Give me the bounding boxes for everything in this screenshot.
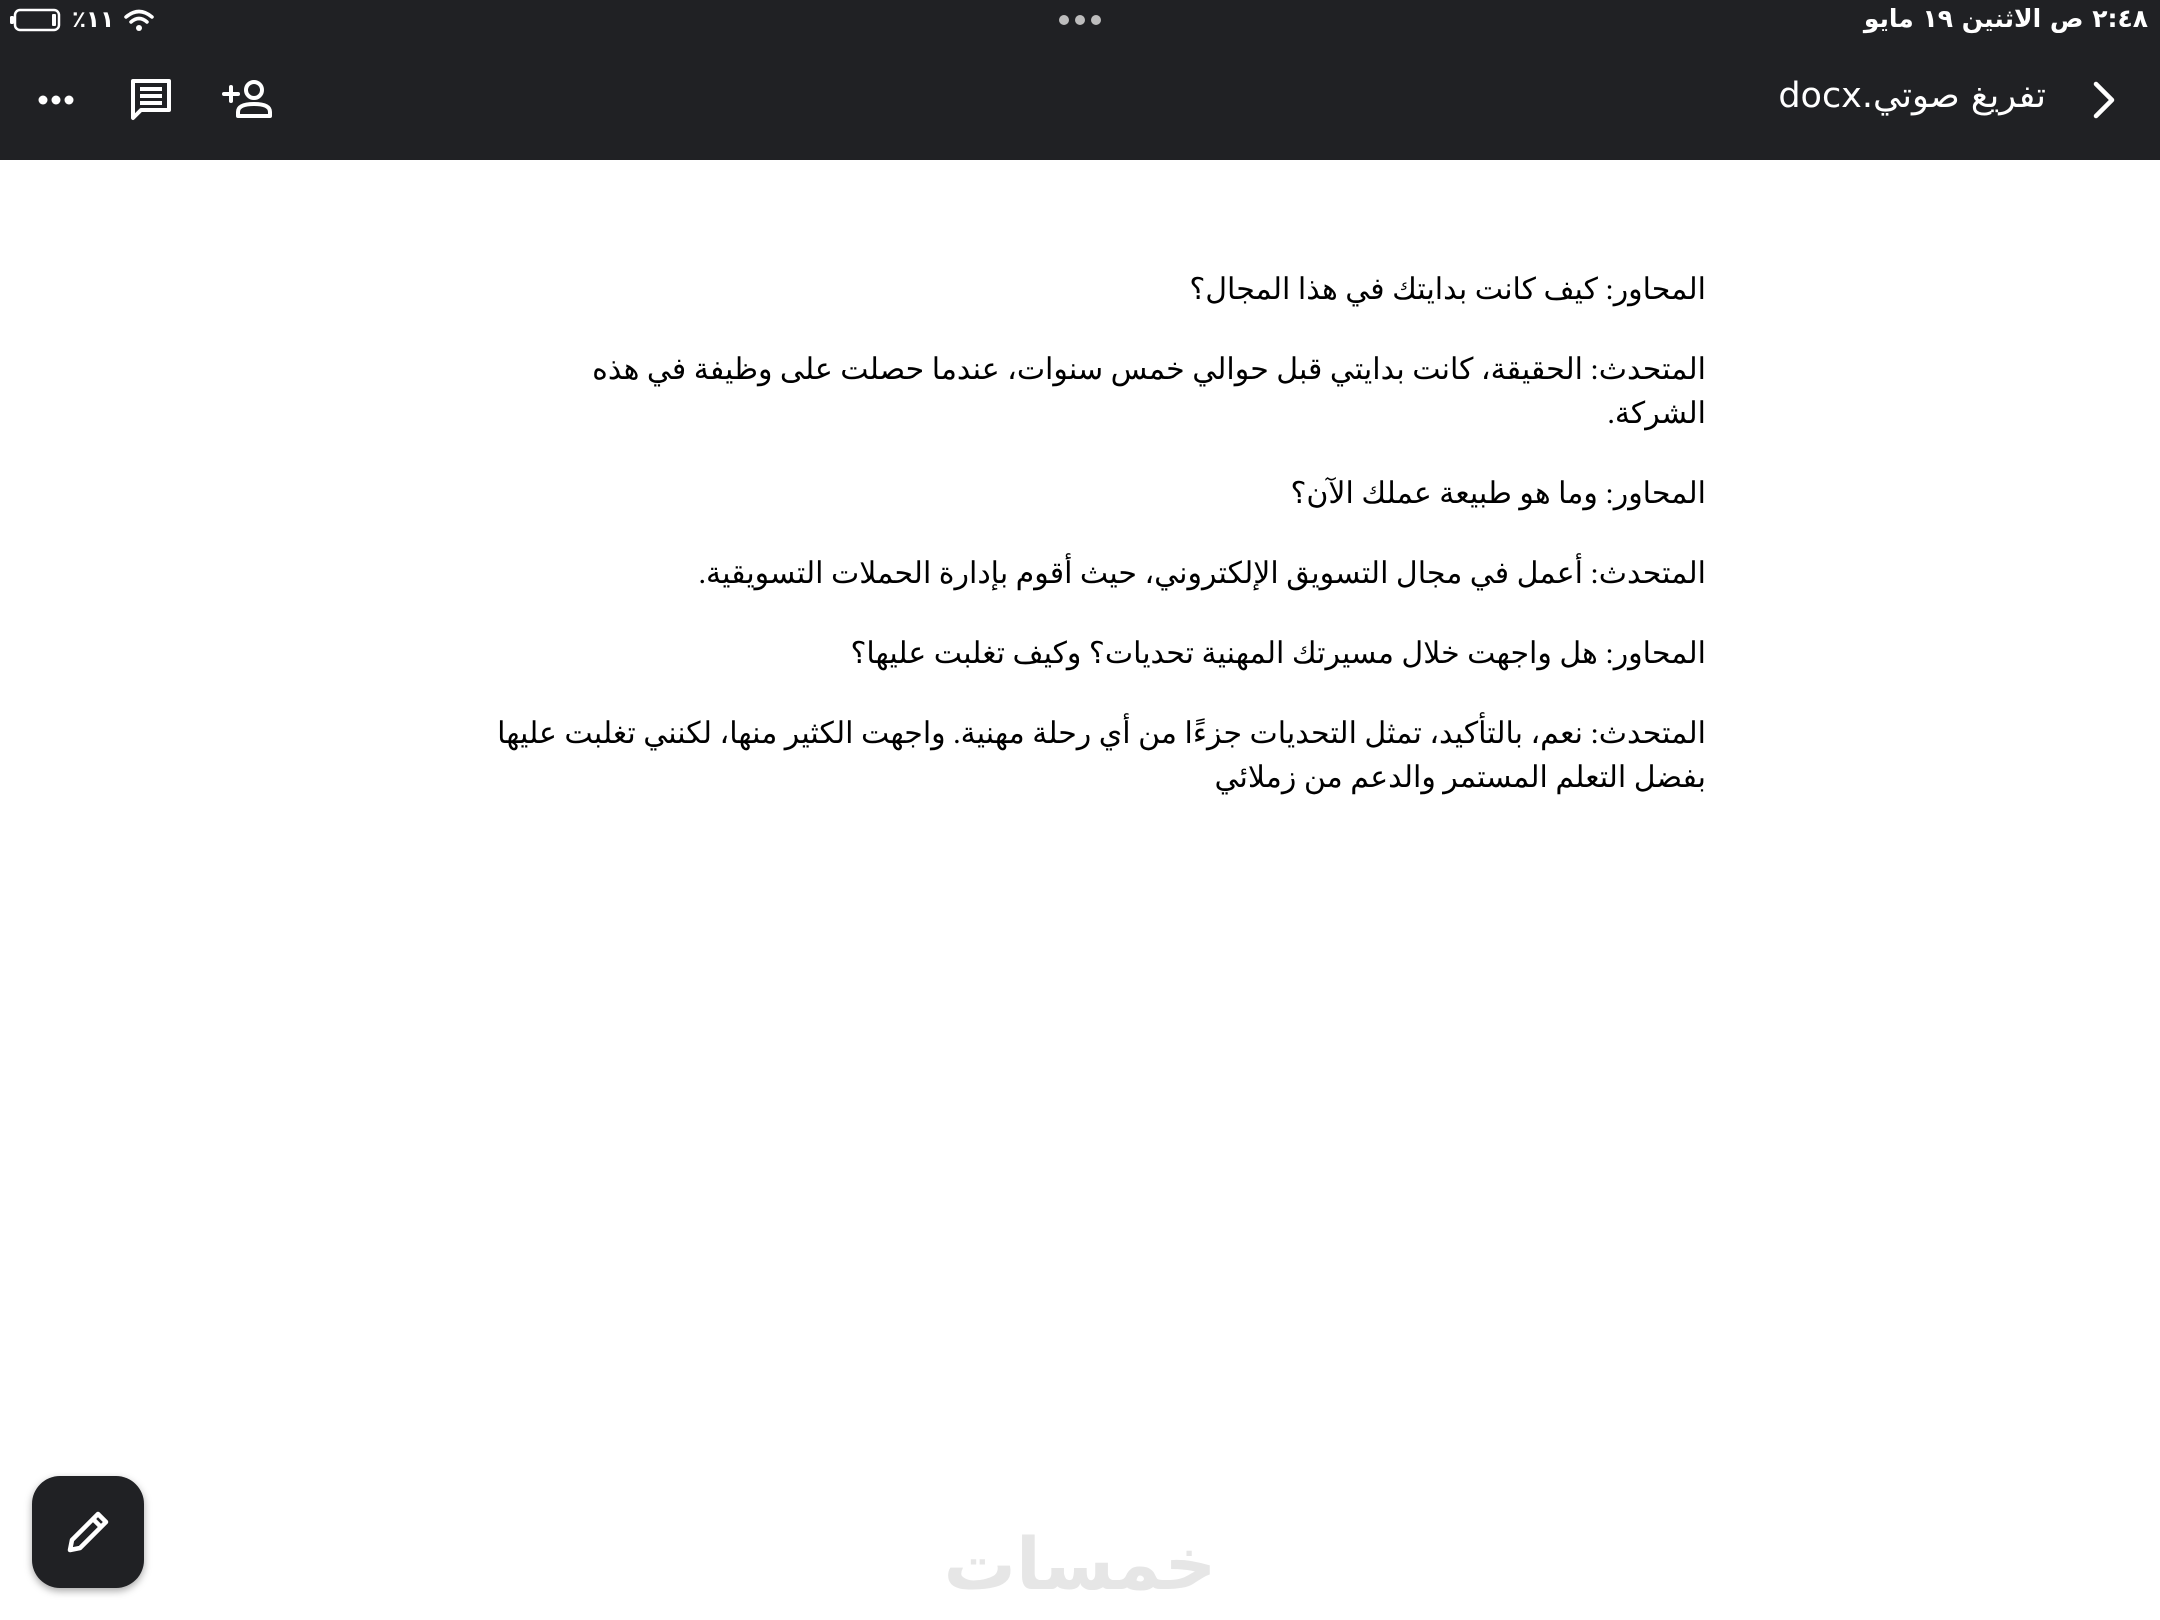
doc-paragraph: المحاور: كيف كانت بدايتك في هذا المجال؟ [1189, 273, 1706, 306]
more-icon [34, 78, 78, 122]
back-button[interactable] [2072, 68, 2136, 132]
multitask-dots-icon[interactable] [1056, 12, 1104, 28]
share-button[interactable] [215, 68, 279, 132]
comments-button[interactable] [119, 68, 183, 132]
chevron-icon [2084, 76, 2124, 124]
more-options-button[interactable] [24, 68, 88, 132]
doc-paragraph: المحاور: وما هو طبيعة عملك الآن؟ [1290, 477, 1706, 510]
document-body[interactable] [490, 268, 1706, 836]
status-indicators [10, 6, 154, 34]
doc-paragraph: المتحدث: نعم، بالتأكيد، تمثل التحديات جزءًا من أي رحلة مهنية. واجهت الكثير منها، لكنني تغلبت عليها بفضل التعلم المستمر والدعم من زملائي [497, 717, 1706, 794]
doc-paragraph: المتحدث: أعمل في مجال التسويق الإلكتروني، حيث أقوم بإدارة الحملات التسويقية. [698, 557, 1706, 590]
doc-paragraph: المحاور: هل واجهت خلال مسيرتك المهنية تحديات؟ وكيف تغلبت عليها؟ [850, 637, 1706, 670]
watermark-logo: خمسات [943, 1522, 1217, 1606]
comment-icon [127, 76, 175, 124]
status-time-date: ٢:٤٨ ص الاثنين ١٩ مايو [1863, 4, 2148, 33]
battery-percent: ٪١١ [72, 7, 115, 33]
doc-toolbar [0, 40, 2160, 160]
document-title: تفريغ صوتي.docx [1778, 76, 2046, 116]
doc-paragraph: المتحدث: الحقيقة، كانت بدايتي قبل حوالي خمس سنوات، عندما حصلت على وظيفة في هذه الشركة. [592, 353, 1706, 430]
status-bar [0, 0, 2160, 40]
battery-icon [10, 8, 62, 32]
add-person-icon [221, 76, 273, 124]
wifi-icon [124, 8, 154, 32]
